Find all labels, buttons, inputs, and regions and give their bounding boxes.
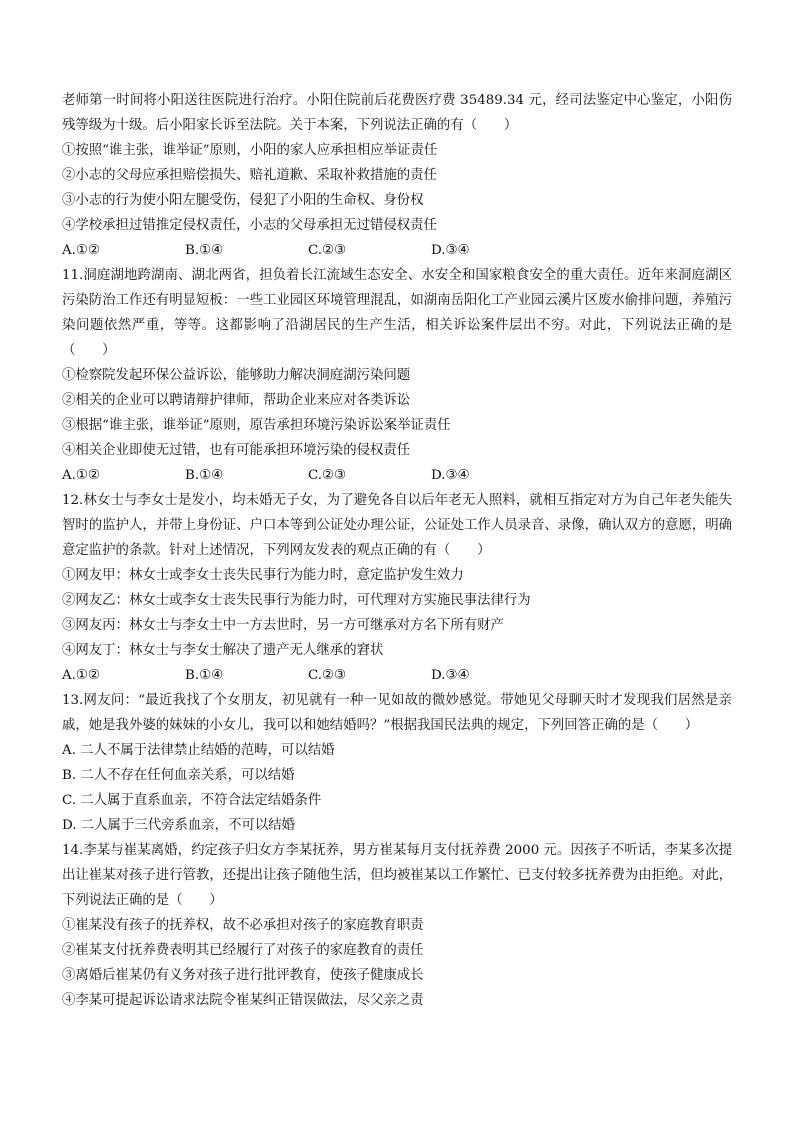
q12-options [62,663,732,688]
q14-item-2: ②崔某支付抚养费表明其已经履行了对孩子的家庭教育的责任 [62,943,424,958]
q13-option-a: A. 二人不属于法律禁止结婚的范畴，可以结婚 [62,743,335,758]
q11-options [62,463,732,488]
q10-item-4: ④学校承担过错推定侵权责任，小志的父母承担无过错侵权责任 [62,218,437,233]
q11-option-c: C.②③ [308,468,347,483]
q10-stem: 老师第一时间将小阳送往医院进行治疗。小阳住院前后花费医疗费 35489.34 元，经司法鉴定中心鉴定，小阳伤残等级为十级。后小阳家长诉至法院。关于本案，下列说法正确的有（ ） [62,93,732,133]
q10-option-a: A.①② [62,243,100,258]
q14-item-1: ①崔某没有孩子的抚养权，故不必承担对孩子的家庭教育职责 [62,918,424,933]
q14-item-3: ③离婚后崔某仍有义务对孩子进行批评教育，使孩子健康成长 [62,968,424,983]
q14-stem: 14.李某与崔某离婚，约定孩子归女方李某抚养，男方崔某每月支付抚养费 2000 元。因孩子不听话，李某多次提出让崔某对孩子进行管教，还提出让孩子随他生活，但均被崔某以工作繁忙、已支付较多抚养费为由拒绝。对此，下列说法正确的是（ ） [62,843,732,908]
q11-item-3: ③根据“谁主张，谁举证”原则，原告承担环境污染诉讼案举证责任 [62,418,451,433]
q11-item-4: ④相关企业即使无过错，也有可能承担环境污染的侵权责任 [62,443,411,458]
q12-option-d: D.③④ [431,668,470,683]
q10-option-d: D.③④ [431,243,470,258]
exam-page [62,88,732,1013]
q10-option-b: B.①④ [185,243,224,258]
q10-item-2: ②小志的父母应承担赔偿损失、赔礼道歉、采取补救措施的责任 [62,168,437,183]
q12-item-2: ②网友乙：林女士或李女士丧失民事行为能力时，可代理对方实施民事法律行为 [62,593,531,608]
q13-option-d: D. 二人属于三代旁系血亲，不可以结婚 [62,818,296,833]
q12-item-3: ③网友丙：林女士与李女士中一方去世时，另一方可继承对方名下所有财产 [62,618,504,633]
q13-stem: 13.网友问：“最近我找了个女朋友，初见就有一种一见如故的微妙感觉。带她见父母聊天时才发现我们居然是亲戚，她是我外婆的妹妹的小女儿，我可以和她结婚吗？”根据我国民法典的规定，下列回答正确的是（ ） [62,693,732,733]
q12-option-c: C.②③ [308,668,347,683]
q12-option-b: B.①④ [185,668,224,683]
q12-option-a: A.①② [62,668,100,683]
q11-option-b: B.①④ [185,468,224,483]
q13-option-c: C. 二人属于直系血亲，不符合法定结婚条件 [62,793,322,808]
q11-item-2: ②相关的企业可以聘请辩护律师，帮助企业来应对各类诉讼 [62,393,411,408]
q10-option-c: C.②③ [308,243,347,258]
q10-options [62,238,732,263]
q12-stem: 12.林女士与李女士是发小，均未婚无子女，为了避免各自以后年老无人照料，就相互指定对方为自己年老失能失智时的监护人，并带上身份证、户口本等到公证处办理公证，公证处工作人员录音、录像，确认双方的意愿，明确意定监护的条款。针对上述情况，下列网友发表的观点正确的有（ ） [62,493,732,558]
q11-stem: 11.洞庭湖地跨湖南、湖北两省，担负着长江流域生态安全、水安全和国家粮食安全的重大责任。近年来洞庭湖区污染防治工作还有明显短板：一些工业园区环境管理混乱，如湖南岳阳化工产业园云溪片区废水偷排问题，养殖污染问题依然严重，等等。这都影响了沿湖居民的生产生活，相关诉讼案件层出不穷。对此，下列说法正确的是（ ） [62,268,732,358]
q10-item-1: ①按照“谁主张，谁举证”原则，小阳的家人应承担相应举证责任 [62,143,438,158]
q12-item-1: ①网友甲：林女士或李女士丧失民事行为能力时，意定监护发生效力 [62,568,464,583]
q11-option-d: D.③④ [431,468,470,483]
q11-item-1: ①检察院发起环保公益诉讼，能够助力解决洞庭湖污染问题 [62,368,411,383]
q13-option-b: B. 二人不存在任何血亲关系，可以结婚 [62,768,295,783]
q12-item-4: ④网友丁：林女士与李女士解决了遗产无人继承的窘状 [62,643,384,658]
q14-item-4: ④李某可提起诉讼请求法院令崔某纠正错误做法，尽父亲之责 [62,993,424,1008]
q11-option-a: A.①② [62,468,100,483]
q10-item-3: ③小志的行为使小阳左腿受伤，侵犯了小阳的生命权、身份权 [62,193,424,208]
